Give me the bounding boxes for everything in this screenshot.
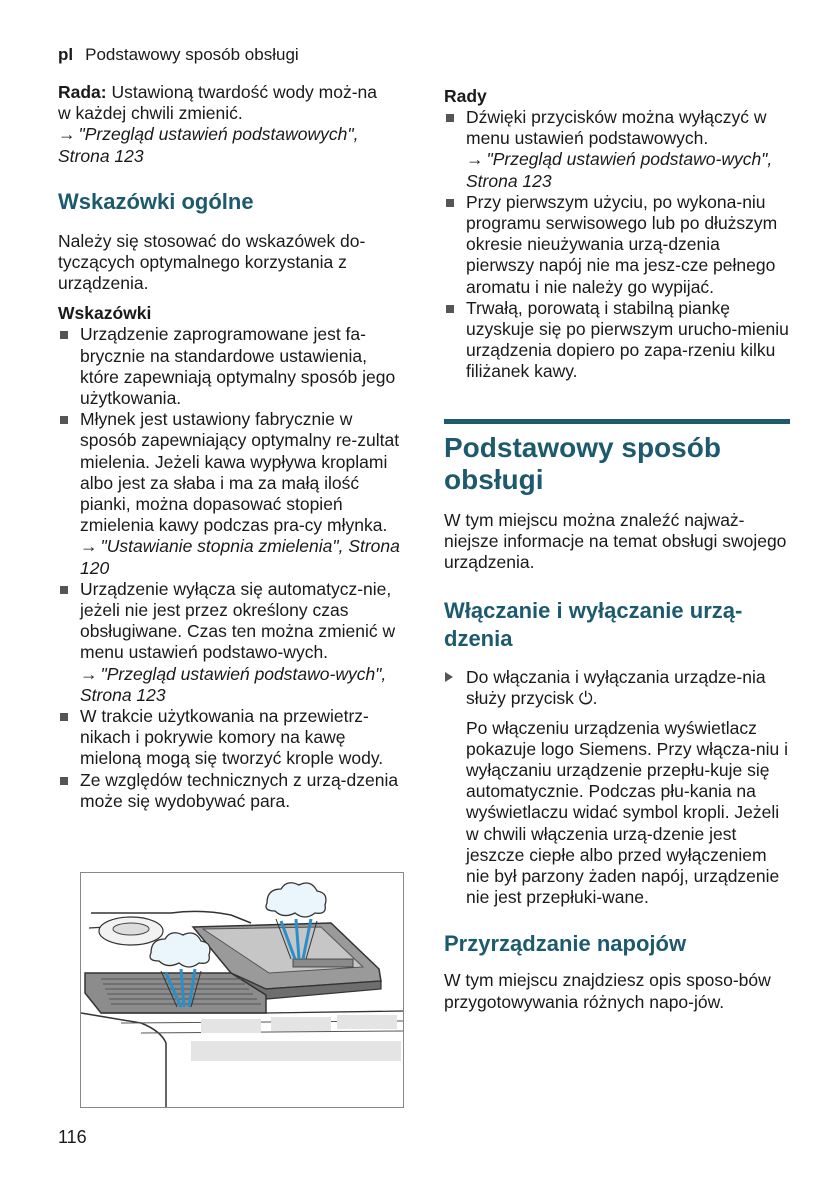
rada-reference-text: "Przegląd ustawień podstawowych", Strona 123	[58, 124, 359, 166]
tips-list	[58, 324, 403, 812]
arrow-icon: →	[58, 124, 76, 145]
rada-text: Przy pierwszym użyciu, po wykona-niu programu serwisowego lub po dłuższym okresie nieużywania urzą-dzenia pierwszy napój nie ma jesz-cze pełnego aromatu i nie należy go wypijać.	[466, 191, 778, 297]
list-item	[58, 770, 403, 812]
on-off-step-text: Do włączania i wyłączania urządze-nia służy przycisk ⏻.	[466, 667, 766, 709]
arrow-icon: →	[466, 149, 484, 170]
page-header	[58, 45, 299, 65]
section-title-general-tips: Wskazówki ogólne	[58, 188, 254, 214]
tip-text: W trakcie użytkowania na przewietrz-nikach i pokrywie komory na kawę mieloną mogą się tworzyć krople wody.	[80, 706, 384, 769]
tip-reference-text: "Ustawianie stopnia zmielenia", Strona 120	[80, 536, 400, 578]
chapter-title: Podstawowy sposób obsługi	[444, 431, 721, 495]
step-arrow-icon	[445, 672, 453, 682]
general-tips-intro: Należy się stosować do wskazówek do-tyczących optymalnego korzystania z urządzenia.	[58, 230, 366, 294]
arrow-icon: →	[80, 536, 98, 557]
arrow-icon: →	[80, 663, 98, 684]
on-off-description: Po włączeniu urządzenia wyświetlacz pokazuje logo Siemens. Przy włącza-niu i wyłączaniu urządzenie przepłu-kuje się automatycznie. Podczas płu-kania na wyświetlaczu widać symbol kropli. Jeżeli w chwili włączenia urzą-dzenie jest jeszcze ciepłe albo przed wyłączeniem nie był parzony żaden napój, urządzenie nie jest przepłuki-wane.	[466, 717, 788, 908]
rada-label: Rada:	[58, 82, 107, 102]
rady-list	[444, 107, 790, 383]
list-item	[444, 298, 790, 383]
rada-note	[58, 82, 393, 124]
chapter-intro: W tym miejscu można znaleźć najważ-niejsze informacje na temat obsługi swojego urządzenia.	[444, 509, 787, 573]
tip-text: Urządzenie zaprogramowane jest fa-brycznie na standardowe ustawienia, które zapewniają optymalny sposób jego użytkowania.	[80, 324, 396, 409]
chapter-divider	[444, 419, 790, 424]
rada-item-reference[interactable]	[466, 149, 790, 191]
list-item	[58, 579, 403, 706]
tip-text: Młynek jest ustawiony fabrycznie w sposób zapewniający optymalny re-zultat mielenia. Jeżeli kawa wypływa kroplami albo jest za słaba i ma za małą ilość pianki, można dopasować stopień zmielenia kawy podczas pra-cy młynka.	[80, 409, 400, 536]
tip-reference[interactable]	[80, 664, 403, 706]
list-item	[58, 409, 403, 579]
rady-heading: Rady	[444, 86, 487, 106]
rada-text: Ustawioną twardość wody moż-na w każdej chwili zmienić.	[58, 82, 378, 124]
left-column	[58, 82, 403, 812]
language-code: pl	[58, 45, 74, 64]
tip-reference[interactable]	[80, 536, 403, 578]
section-title-drinks: Przyrządzanie napojów	[444, 931, 687, 957]
tip-text: Ze względów technicznych z urzą-dzenia może się wydobywać para.	[80, 769, 399, 811]
right-column	[444, 86, 790, 1013]
drinks-intro: W tym miejscu znajdziesz opis sposo-bów przygotowywania różnych napo-jów.	[444, 970, 771, 1012]
rada-text: Dźwięki przycisków można wyłączyć w menu ustawień podstawowych.	[466, 107, 767, 149]
rada-text: Trwałą, porowatą i stabilną piankę uzyskuje się po pierwszym urucho-mieniu urządzenia dopiero po zapa-rzeniu kilku filiżanek kawy.	[466, 297, 789, 382]
page-number: 116	[58, 1127, 87, 1147]
tip-reference-text: "Przegląd ustawień podstawo-wych", Strona 123	[80, 663, 387, 705]
rada-item-reference-text: "Przegląd ustawień podstawo-wych", Strona 123	[466, 149, 773, 191]
list-item	[444, 107, 790, 192]
tips-heading: Wskazówki	[58, 303, 152, 324]
on-off-step	[444, 667, 790, 709]
list-item	[58, 324, 403, 409]
list-item	[58, 706, 403, 770]
rada-reference[interactable]	[58, 124, 393, 166]
coffee-machine-steam-image	[81, 873, 404, 1108]
section-title-on-off: Włączanie i wyłączanie urzą-dzenia	[444, 598, 743, 652]
header-title: Podstawowy sposób obsługi	[85, 45, 299, 64]
list-item	[444, 192, 790, 298]
steam-illustration	[80, 872, 404, 1108]
tip-text: Urządzenie wyłącza się automatycz-nie, jeżeli nie jest przez określony czas obsługiwane. Czas ten można zmienić w menu ustawień podstawo-wych.	[80, 578, 396, 663]
